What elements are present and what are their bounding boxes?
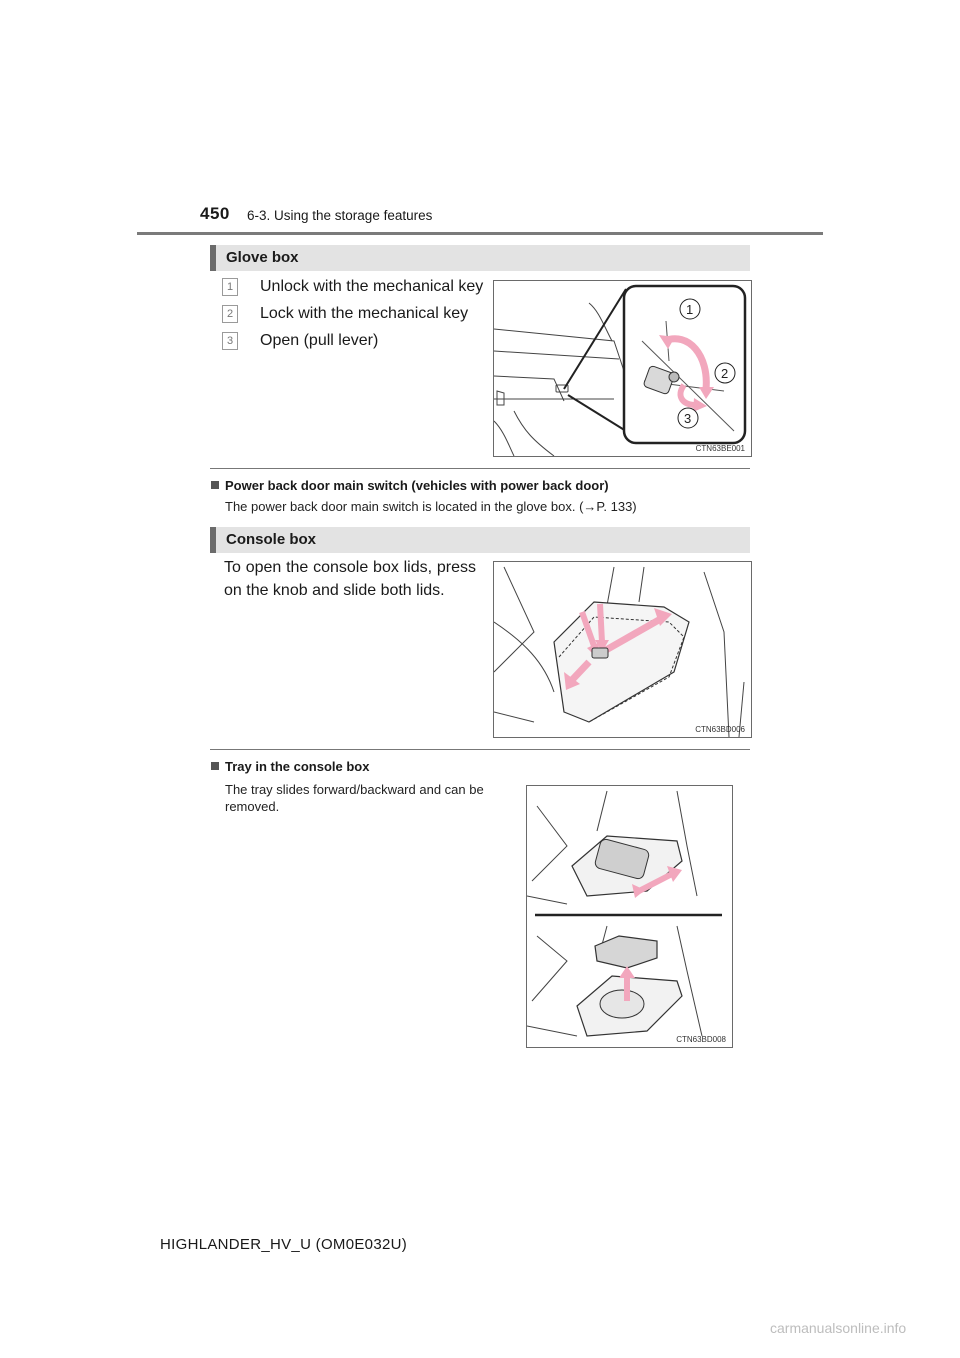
callout-3: 3	[684, 411, 692, 426]
glove-box-illustration	[493, 280, 752, 457]
bullet-square-icon	[211, 481, 219, 489]
step-text: Open (pull lever)	[260, 332, 379, 350]
glove-step-1	[222, 278, 483, 296]
power-door-note-text: The power back door main switch is located in the glove box. (→P. 133)	[225, 499, 637, 514]
glove-box-drawing	[494, 281, 751, 456]
watermark: carmanualsonline.info	[770, 1320, 907, 1336]
header-rule	[137, 232, 823, 235]
tray-drawing	[527, 786, 732, 1047]
console-box-instructions: To open the console box lids, press on the knob and slide both lids.	[224, 559, 476, 599]
figure-code: CTN63BE001	[695, 444, 745, 453]
console-box-illustration	[493, 561, 752, 738]
heading-accent	[210, 245, 216, 271]
step-text: Lock with the mechanical key	[260, 305, 469, 323]
figure-code: CTN63BD008	[676, 1035, 726, 1044]
callout-1: 1	[686, 302, 694, 317]
glove-box-heading-bar	[210, 245, 750, 271]
console-box-drawing	[494, 562, 751, 737]
figure-code: CTN63BD006	[695, 725, 745, 734]
step-number-badge: 2	[222, 305, 238, 323]
note-heading-text: Power back door main switch (vehicles with power back door)	[225, 478, 609, 493]
footer-model-code: HIGHLANDER_HV_U (OM0E032U)	[160, 1236, 408, 1253]
section-title: 6-3. Using the storage features	[247, 208, 433, 223]
note-heading-text: Tray in the console box	[225, 759, 370, 774]
tray-note-text: The tray slides forward/backward and can be removed.	[225, 782, 484, 814]
heading-accent	[210, 527, 216, 553]
step-number-badge: 1	[222, 278, 238, 296]
power-door-note-heading	[211, 478, 609, 493]
glove-step-2	[222, 305, 468, 323]
callout-2: 2	[721, 366, 729, 381]
bullet-square-icon	[211, 762, 219, 770]
note-divider	[210, 468, 750, 469]
tray-note-heading	[211, 759, 369, 774]
glove-box-title: Glove box	[226, 249, 299, 266]
tray-illustration	[526, 785, 733, 1048]
step-text: Unlock with the mechanical key	[260, 278, 484, 296]
console-box-heading-bar	[210, 527, 750, 553]
page-number: 450	[200, 204, 230, 223]
console-box-title: Console box	[226, 531, 317, 548]
note-divider	[210, 749, 750, 750]
glove-step-3	[222, 332, 378, 350]
step-number-badge: 3	[222, 332, 238, 350]
